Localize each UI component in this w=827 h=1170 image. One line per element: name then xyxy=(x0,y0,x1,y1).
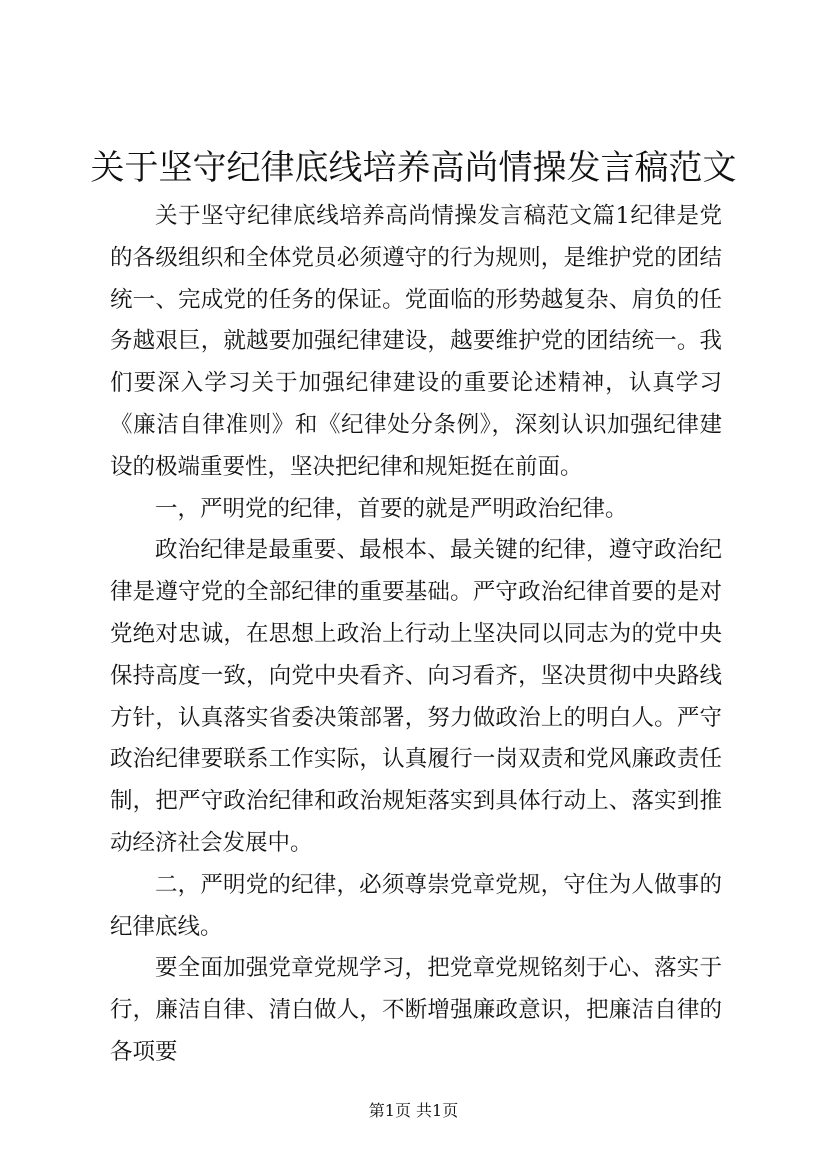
paragraph-political-discipline: 政治纪律是最重要、最根本、最关键的纪律，遵守政治纪律是遵守党的全部纪律的重要基础。严守政治纪律首要的是对党绝对忠诚，在思想上政治上行动上坚决同以同志为的党中央保持高度一致，向党中央看齐、向习看齐，坚决贯彻中央路线方针，认真落实省委决策部署，努力做政治上的明白人。严守政治纪律要联系工作实际，认真履行一岗双责和党风廉政责任制，把严守政治纪律和政治规矩落实到具体行动上、落实到推动经济社会发展中。 xyxy=(110,537,722,856)
paragraph-section-two-heading: 二，严明党的纪律，必须尊崇党章党规，守住为人做事的纪律底线。 xyxy=(110,871,722,940)
document-title: 关于坚守纪律底线培养高尚情操发言稿范文 xyxy=(90,148,737,188)
page-footer: 第1页 共1页 xyxy=(368,1101,459,1120)
paragraph-intro: 关于坚守纪律底线培养高尚情操发言稿范文篇1纪律是党的各级组织和全体党员必须遵守的行为规则，是维护党的团结统一、完成党的任务的保证。党面临的形势越复杂、肩负的任务越艰巨，就越要加强纪律建设，越要维护党的团结统一。我们要深入学习关于加强纪律建设的重要论述精神，认真学习《廉洁自律准则》和《纪律处分条例》，深刻认识加强纪律建设的极端重要性，坚决把纪律和规矩挺在前面。 xyxy=(110,203,722,480)
paragraph-party-rules-study: 要全面加强党章党规学习，把党章党规铭刻于心、落实于行，廉洁自律、清白做人，不断增强廉政意识，把廉洁自律的各项要 xyxy=(110,955,722,1065)
paragraph-section-one-heading: 一，严明党的纪律，首要的就是严明政治纪律。 xyxy=(155,495,628,522)
document-body xyxy=(110,196,722,1074)
